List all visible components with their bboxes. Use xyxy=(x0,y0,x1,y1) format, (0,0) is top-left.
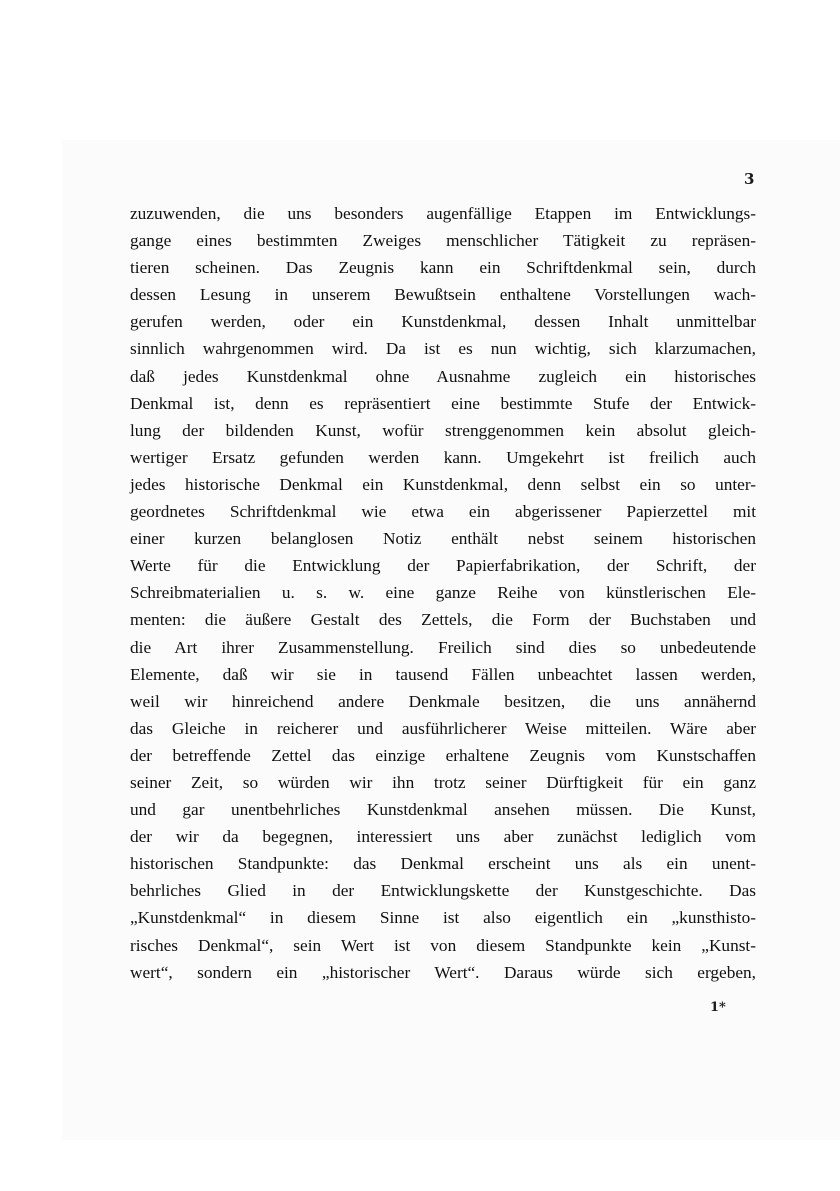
text-line: zuzuwenden, die uns besonders augenfällige Etappen im Entwicklungs- xyxy=(130,204,756,223)
text-line: historischen Standpunkte: das Denkmal erscheint uns als ein unent- xyxy=(130,854,756,874)
text-line: der wir da begegnen, interessiert uns aber zunächst lediglich vom xyxy=(130,827,756,847)
text-line: menten: die äußere Gestalt des Zettels, die Form der Buchstaben und xyxy=(130,610,756,630)
text-line: jedes historische Denkmal ein Kunstdenkmal, denn selbst ein so unter- xyxy=(130,474,756,494)
text-line: wertiger Ersatz gefunden werden kann. Umgekehrt ist freilich auch xyxy=(130,447,756,467)
text-line: seiner Zeit, so würden wir ihn trotz seiner Dürftigkeit für ein ganz xyxy=(130,772,756,792)
text-line: gerufen werden, oder ein Kunstdenkmal, dessen Inhalt unmittelbar xyxy=(130,312,756,332)
text-line: geordnetes Schriftdenkmal wie etwa ein abgerissener Papierzettel mit xyxy=(130,502,756,522)
text-line: dessen Lesung in unserem Bewußtsein enthaltene Vorstellungen wach- xyxy=(130,285,756,305)
text-line: daß jedes Kunstdenkmal ohne Ausnahme zugleich ein historisches xyxy=(130,366,756,386)
text-line: Elemente, daß wir sie in tausend Fällen unbeachtet lassen werden, xyxy=(130,664,756,684)
signature-mark: 1* xyxy=(710,1000,726,1015)
page-number: 3 xyxy=(744,170,755,188)
text-line: Denkmal ist, denn es repräsentiert eine bestimmte Stufe der Entwick- xyxy=(130,393,756,413)
text-line: das Gleiche in reicherer und ausführlicherer Weise mitteilen. Wäre aber xyxy=(130,718,756,738)
text-line: Schreibmaterialien u. s. w. eine ganze Reihe von künstlerischen Ele- xyxy=(130,583,756,603)
text-line: gange eines bestimmten Zweiges menschlicher Tätigkeit zu repräsen- xyxy=(130,231,756,251)
text-line: und gar unentbehrliches Kunstdenkmal ansehen müssen. Die Kunst, xyxy=(130,800,756,820)
text-line: tieren scheinen. Das Zeugnis kann ein Schriftdenkmal sein, durch xyxy=(130,258,756,278)
text-line: die Art ihrer Zusammenstellung. Freilich sind dies so unbedeutende xyxy=(130,637,756,657)
text-line: Werte für die Entwicklung der Papierfabrikation, der Schrift, der xyxy=(130,556,756,576)
text-line: risches Denkmal“, sein Wert ist von diesem Standpunkte kein „Kunst- xyxy=(130,935,756,955)
text-line: der betreffende Zettel das einzige erhaltene Zeugnis vom Kunstschaffen xyxy=(130,745,756,765)
text-line: lung der bildenden Kunst, wofür strenggenommen kein absolut gleich- xyxy=(130,420,756,440)
text-line: wert“, sondern ein „historischer Wert“. Daraus würde sich ergeben, xyxy=(130,962,756,982)
text-line: sinnlich wahrgenommen wird. Da ist es nun wichtig, sich klarzumachen, xyxy=(130,339,756,359)
text-line: einer kurzen belanglosen Notiz enthält nebst seinem historischen xyxy=(130,529,756,549)
text-line: behrliches Glied in der Entwicklungskette der Kunstgeschichte. Das xyxy=(130,881,756,901)
body-text xyxy=(130,200,756,986)
text-line: weil wir hinreichend andere Denkmale besitzen, die uns annähernd xyxy=(130,691,756,711)
text-line: „Kunstdenkmal“ in diesem Sinne ist also eigentlich ein „kunsthisto- xyxy=(130,908,756,928)
